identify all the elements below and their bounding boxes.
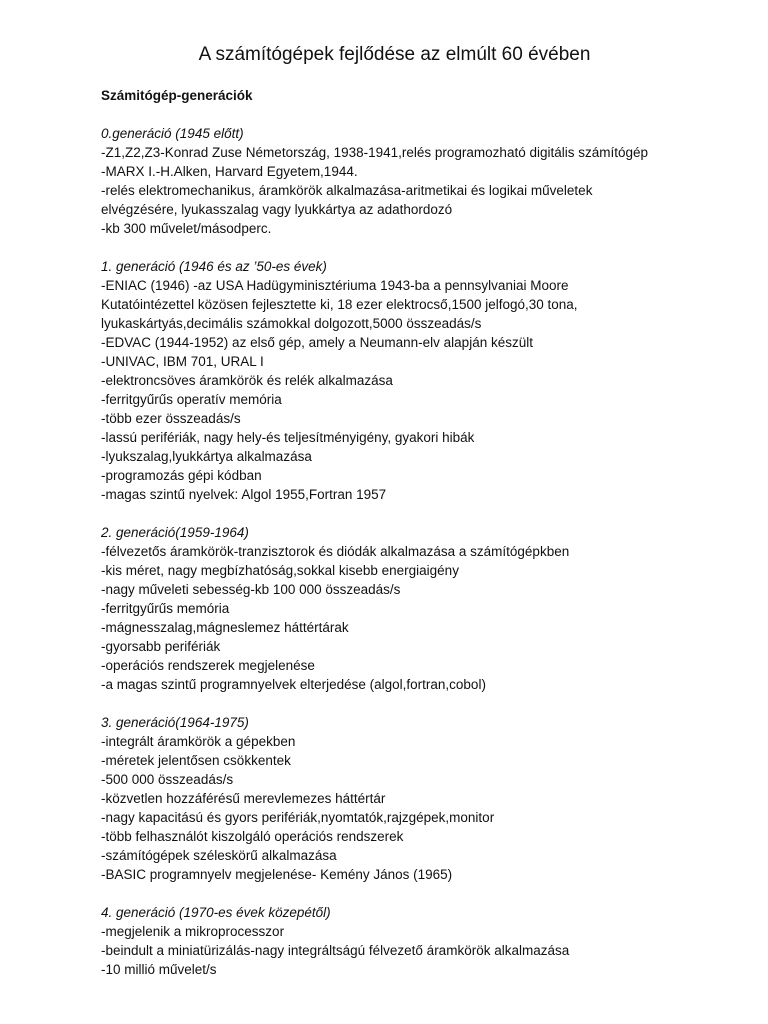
generation-line: -a magas szintű programnyelvek elterjedése (algol,fortran,cobol)	[101, 677, 486, 692]
generation-line: -MARX I.-H.Alken, Harvard Egyetem,1944.	[101, 164, 358, 179]
generation-line: elvégzésére, lyukasszalag vagy lyukkártya az adathordozó	[101, 202, 453, 217]
generation-line: -ferritgyűrűs operatív memória	[101, 392, 282, 407]
generation-section	[101, 124, 728, 238]
section-subtitle: Számitógép-generációk	[101, 88, 253, 103]
generation-line: -10 millió művelet/s	[101, 962, 217, 977]
generation-section	[101, 523, 728, 694]
generation-line: -ENIAC (1946) -az USA Hadügyminisztériuma 1943-ba a pennsylvaniai Moore	[101, 278, 569, 293]
generation-line: -integrált áramkörök a gépekben	[101, 734, 296, 749]
generation-line: -több felhasználót kiszolgáló operációs rendszerek	[101, 829, 404, 844]
generation-line: -közvetlen hozzáférésű merevlemezes háttértár	[101, 791, 386, 806]
generation-section	[101, 713, 728, 884]
generation-heading: 4. generáció (1970-es évek közepétől)	[101, 905, 331, 920]
generation-line: Kutatóintézettel közösen fejlesztette ki, 18 ezer elektrocső,1500 jelfogó,30 tona,	[101, 297, 578, 312]
generation-line: -méretek jelentősen csökkentek	[101, 753, 291, 768]
generation-line: -lassú perifériák, nagy hely-és teljesítményigény, gyakori hibák	[101, 430, 475, 445]
generation-heading: 1. generáció (1946 és az ’50-es évek)	[101, 259, 327, 274]
generation-line: -gyorsabb perifériák	[101, 639, 221, 654]
generation-section	[101, 257, 728, 504]
generation-heading: 0.generáció (1945 előtt)	[101, 126, 244, 141]
generation-line: -beindult a miniatürizálás-nagy integráltságú félvezető áramkörök alkalmazása	[101, 943, 570, 958]
generation-line: -EDVAC (1944-1952) az első gép, amely a Neumann-elv alapján készült	[101, 335, 533, 350]
generation-line: -kis méret, nagy megbízhatóság,sokkal kisebb energiaigény	[101, 563, 459, 578]
generation-line: -operációs rendszerek megjelenése	[101, 658, 315, 673]
generation-line: -BASIC programnyelv megjelenése- Kemény János (1965)	[101, 867, 453, 882]
generation-line: -ferritgyűrűs memória	[101, 601, 230, 616]
generation-heading: 3. generáció(1964-1975)	[101, 715, 249, 730]
generation-line: -UNIVAC, IBM 701, URAL I	[101, 354, 264, 369]
generations-list	[101, 124, 728, 979]
generation-section	[101, 903, 728, 979]
generation-line: -500 000 összeadás/s	[101, 772, 234, 787]
generation-line: -programozás gépi kódban	[101, 468, 262, 483]
generation-line: -több ezer összeadás/s	[101, 411, 241, 426]
generation-line: -Z1,Z2,Z3-Konrad Zuse Németország, 1938-1941,relés programozható digitális számítógép	[101, 145, 649, 160]
generation-line: -relés elektromechanikus, áramkörök alkalmazása-aritmetikai és logikai műveletek	[101, 183, 593, 198]
generation-line: lyukaskártyás,decimális számokkal dolgozott,5000 összeadás/s	[101, 316, 482, 331]
generation-line: -félvezetős áramkörök-tranzisztorok és diódák alkalmazása a számítógépkben	[101, 544, 570, 559]
generation-line: -számítógépek széleskörű alkalmazása	[101, 848, 337, 863]
generation-line: -mágnesszalag,mágneslemez háttértárak	[101, 620, 349, 635]
generation-line: -elektroncsöves áramkörök és relék alkalmazása	[101, 373, 393, 388]
document-title: A számítógépek fejlődése az elmúlt 60 évében	[198, 44, 591, 65]
generation-line: -nagy kapacitású és gyors perifériák,nyomtatók,rajzgépek,monitor	[101, 810, 495, 825]
generation-heading: 2. generáció(1959-1964)	[101, 525, 249, 540]
generation-line: -lyukszalag,lyukkártya alkalmazása	[101, 449, 312, 464]
generation-line: -magas szintű nyelvek: Algol 1955,Fortran 1957	[101, 487, 387, 502]
generation-line: -kb 300 művelet/másodperc.	[101, 221, 272, 236]
generation-line: -megjelenik a mikroprocesszor	[101, 924, 285, 939]
generation-line: -nagy műveleti sebesség-kb 100 000 összeadás/s	[101, 582, 401, 597]
